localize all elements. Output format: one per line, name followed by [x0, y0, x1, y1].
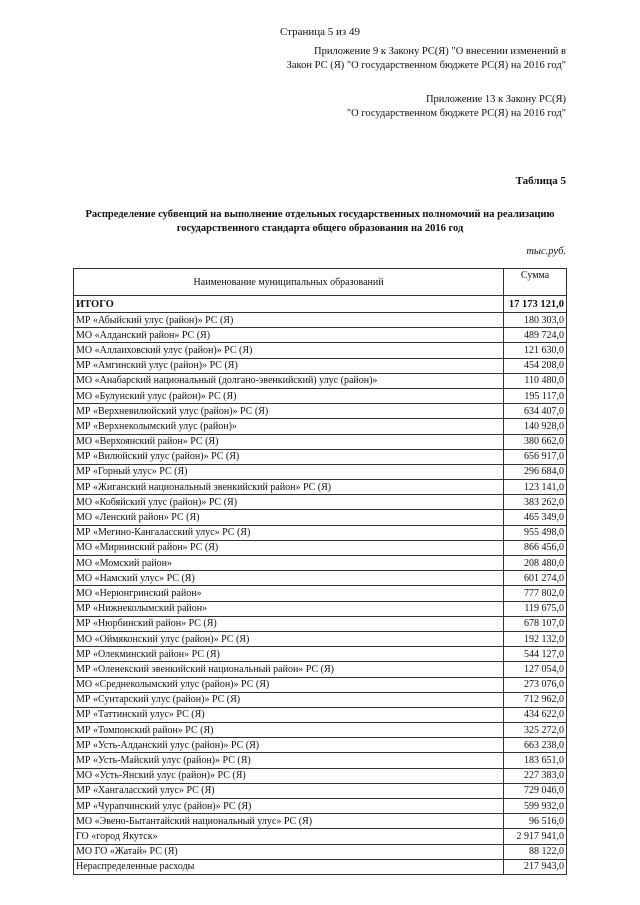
table-row: [74, 707, 567, 722]
row-sum: 127 054,0: [504, 662, 567, 677]
row-sum: 599 932,0: [504, 799, 567, 814]
row-sum: 601 274,0: [504, 571, 567, 586]
row-sum: 380 662,0: [504, 434, 567, 449]
row-name: МО «Аллаиховский улус (район)» РС (Я): [74, 343, 504, 358]
row-sum: 208 480,0: [504, 556, 567, 571]
row-sum: 121 630,0: [504, 343, 567, 358]
row-sum: 227 383,0: [504, 768, 567, 783]
row-sum: 88 122,0: [504, 844, 567, 859]
row-name: МО «Анабарский национальный (долгано-эвенкийский) улус (район)»: [74, 373, 504, 388]
row-name: МО «Булунский улус (район)» РС (Я): [74, 388, 504, 403]
page-number: Страница 5 из 49: [279, 26, 361, 38]
units-label: тыс.руб.: [526, 246, 566, 257]
table-row: [74, 343, 567, 358]
table-row: [74, 388, 567, 403]
title-line1: Распределение субвенций на выполнение отдельных государственных полномочий на реализацию: [85, 209, 555, 220]
row-sum: 273 076,0: [504, 677, 567, 692]
title-line2: государственного стандарта общего образования на 2016 год: [176, 223, 464, 234]
row-name: МО «Среднеколымский улус (район)» РС (Я): [74, 677, 504, 692]
table-row: [74, 540, 567, 555]
row-sum: 140 928,0: [504, 419, 567, 434]
table-row: [74, 419, 567, 434]
table-row: [74, 768, 567, 783]
appendix-9-line2: Закон РС (Я) "О государственном бюджете РС(Я) на 2016 год": [286, 60, 566, 71]
row-name: МО «Алданский район» РС (Я): [74, 328, 504, 343]
table-row: [74, 328, 567, 343]
column-header-sum: Сумма: [504, 269, 567, 296]
row-sum: 119 675,0: [504, 601, 567, 616]
appendix-13-block: [347, 93, 566, 121]
table-row: [74, 692, 567, 707]
row-sum: 183 651,0: [504, 753, 567, 768]
table-row: [74, 556, 567, 571]
row-sum: 123 141,0: [504, 480, 567, 495]
table-row: [74, 844, 567, 859]
appendix-13-line1: Приложение 13 к Закону РС(Я): [425, 94, 566, 105]
row-sum: 729 046,0: [504, 783, 567, 798]
table-row: [74, 404, 567, 419]
appendix-13-line2: "О государственном бюджете РС(Я) на 2016 год": [346, 108, 566, 119]
row-name: МР «Верхнеколымский улус (район)»: [74, 419, 504, 434]
table-row: [74, 631, 567, 646]
row-name: МР «Нюрбинский район» РС (Я): [74, 616, 504, 631]
row-sum: 712 962,0: [504, 692, 567, 707]
row-name: МР «Томпонский район» РС (Я): [74, 723, 504, 738]
row-name: МР «Таттинский улус» РС (Я): [74, 707, 504, 722]
total-value: 17 173 121,0: [504, 296, 567, 313]
table-row: [74, 480, 567, 495]
row-name: МР «Вилюйский улус (район)» РС (Я): [74, 449, 504, 464]
row-sum: 777 802,0: [504, 586, 567, 601]
row-sum: 656 917,0: [504, 449, 567, 464]
table-row: [74, 571, 567, 586]
row-sum: 489 724,0: [504, 328, 567, 343]
row-name: МР «Амгинский улус (район)» РС (Я): [74, 358, 504, 373]
table-row: [74, 662, 567, 677]
table-row: [74, 677, 567, 692]
table-row: [74, 358, 567, 373]
row-name: МР «Оленекский эвенкийский национальный район» РС (Я): [74, 662, 504, 677]
row-sum: 110 480,0: [504, 373, 567, 388]
table-row: [74, 814, 567, 829]
row-sum: 96 516,0: [504, 814, 567, 829]
row-name: МР «Хангаласский улус» РС (Я): [74, 783, 504, 798]
row-name: МО «Намский улус» РС (Я): [74, 571, 504, 586]
row-name: МР «Жиганский национальный эвенкийский район» РС (Я): [74, 480, 504, 495]
row-sum: 544 127,0: [504, 647, 567, 662]
row-name: МР «Сунтарский улус (район)» РС (Я): [74, 692, 504, 707]
appendix-9-line1: Приложение 9 к Закону РС(Я) "О внесении изменений в: [314, 46, 566, 57]
table-row: [74, 859, 567, 874]
table-row: [74, 829, 567, 844]
row-sum: 2 917 941,0: [504, 829, 567, 844]
table-row: [74, 464, 567, 479]
table-row: [74, 616, 567, 631]
appendix-9-block: [287, 45, 566, 73]
table-header-row: [74, 269, 567, 296]
subsidy-table: [73, 268, 567, 875]
row-sum: 663 238,0: [504, 738, 567, 753]
table-row: [74, 586, 567, 601]
table-row: [74, 723, 567, 738]
row-name: МО «Момский район»: [74, 556, 504, 571]
row-name: МО «Усть-Янский улус (район)» РС (Я): [74, 768, 504, 783]
row-sum: 383 262,0: [504, 495, 567, 510]
row-sum: 180 303,0: [504, 313, 567, 328]
row-sum: 678 107,0: [504, 616, 567, 631]
row-sum: 217 943,0: [504, 859, 567, 874]
row-sum: 325 272,0: [504, 723, 567, 738]
row-name: МО «Верхоянский район» РС (Я): [74, 434, 504, 449]
row-name: ГО «город Якутск»: [74, 829, 504, 844]
row-sum: 955 498,0: [504, 525, 567, 540]
row-name: МР «Абыйский улус (район)» РС (Я): [74, 313, 504, 328]
table-row: [74, 510, 567, 525]
row-name: МР «Чурапчинский улус (район)» РС (Я): [74, 799, 504, 814]
row-name: Нераспределенные расходы: [74, 859, 504, 874]
row-name: МР «Усть-Майский улус (район)» РС (Я): [74, 753, 504, 768]
row-sum: 434 622,0: [504, 707, 567, 722]
total-label: ИТОГО: [74, 296, 504, 313]
row-name: МО «Эвено-Бытантайский национальный улус» РС (Я): [74, 814, 504, 829]
table-row: [74, 449, 567, 464]
row-name: МО ГО «Жатай» РС (Я): [74, 844, 504, 859]
row-name: МР «Усть-Алданский улус (район)» РС (Я): [74, 738, 504, 753]
total-row: [74, 296, 567, 313]
table-row: [74, 799, 567, 814]
table-row: [74, 783, 567, 798]
row-name: МР «Горный улус» РС (Я): [74, 464, 504, 479]
table-row: [74, 753, 567, 768]
table-row: [74, 373, 567, 388]
table-row: [74, 434, 567, 449]
row-name: МР «Нижнеколымский район»: [74, 601, 504, 616]
table-row: [74, 313, 567, 328]
table-row: [74, 647, 567, 662]
row-sum: 465 349,0: [504, 510, 567, 525]
table-row: [74, 525, 567, 540]
row-sum: 454 208,0: [504, 358, 567, 373]
row-name: МО «Нерюнгринский район»: [74, 586, 504, 601]
row-name: МР «Мегино-Кангаласский улус» РС (Я): [74, 525, 504, 540]
row-sum: 195 117,0: [504, 388, 567, 403]
row-name: МО «Кобяйский улус (район)» РС (Я): [74, 495, 504, 510]
row-sum: 634 407,0: [504, 404, 567, 419]
table-row: [74, 738, 567, 753]
table-label: Таблица 5: [515, 175, 566, 187]
row-name: МР «Верхневилюйский улус (район)» РС (Я): [74, 404, 504, 419]
row-name: МО «Оймяконский улус (район)» РС (Я): [74, 631, 504, 646]
column-header-name: Наименование муниципальных образований: [74, 269, 504, 296]
row-sum: 296 684,0: [504, 464, 567, 479]
table-row: [74, 495, 567, 510]
row-name: МО «Ленский район» РС (Я): [74, 510, 504, 525]
row-sum: 192 132,0: [504, 631, 567, 646]
row-name: МО «Мирнинский район» РС (Я): [74, 540, 504, 555]
row-name: МР «Олекминский район» РС (Я): [74, 647, 504, 662]
document-title: [70, 208, 570, 236]
row-sum: 866 456,0: [504, 540, 567, 555]
table-row: [74, 601, 567, 616]
